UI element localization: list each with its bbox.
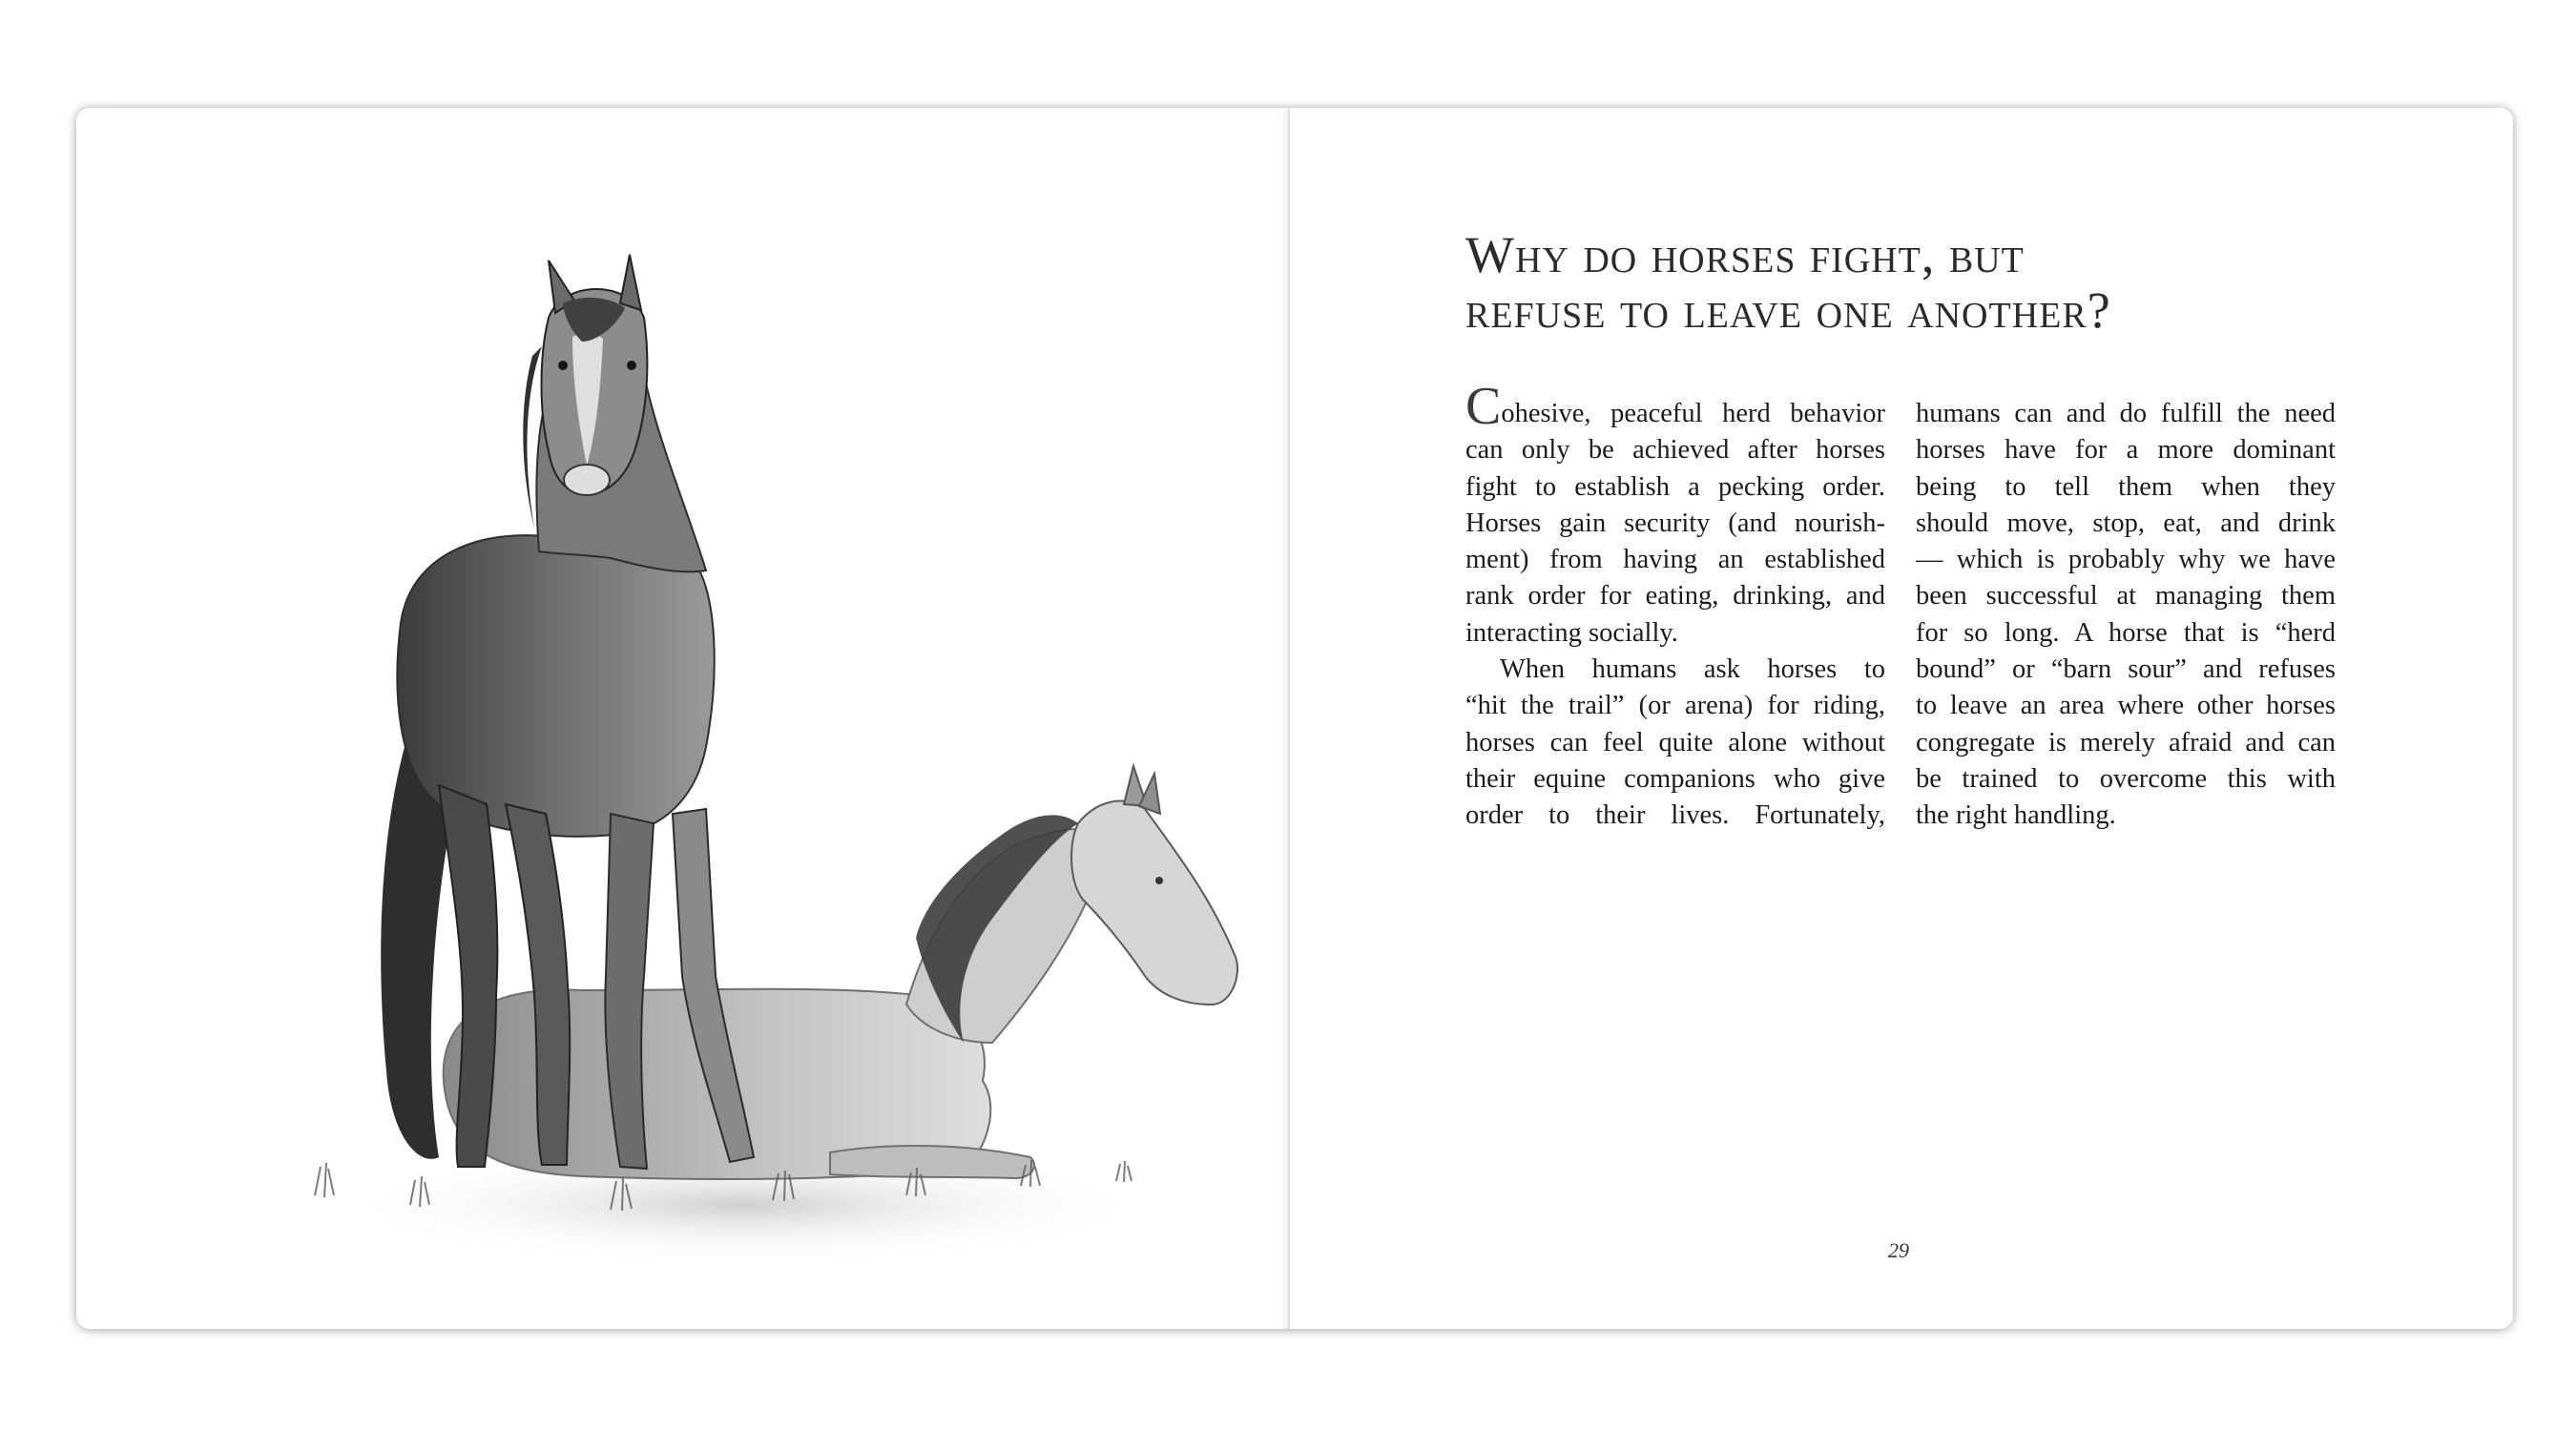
body-line: horses can feel quite alone without (1465, 727, 1885, 757)
body-line: should move, stop, eat, and drink (1916, 508, 2336, 538)
body-line: When humans ask horses to (1500, 654, 1885, 685)
horses-illustration (296, 251, 1240, 1319)
body-line: can only be achieved after horses (1465, 435, 1885, 466)
body-line: being to tell them when they (1916, 471, 2336, 502)
body-line: ment) from having an established (1465, 545, 1885, 575)
body-line: horses have for a more dominant (1916, 435, 2336, 466)
body-line: rank order for eating, drinking, and (1465, 581, 1885, 612)
body-line: Horses gain security (and nourish- (1465, 508, 1885, 538)
body-line: been successful at managing them (1916, 581, 2336, 612)
body-line: for so long. A horse that is “herd (1916, 617, 2336, 648)
body-line: “hit the trail” (or arena) for riding, (1465, 691, 1885, 721)
body-line: the right handling. (1916, 800, 2116, 831)
chapter-title (1465, 227, 2381, 338)
left-page (76, 108, 1288, 1329)
body-line: Cohesive, peaceful herd behavior (1465, 377, 1885, 436)
title-line-2: refuse to leave one another? (1465, 281, 2111, 339)
body-column-left (1465, 377, 1885, 835)
body-line: interacting socially. (1465, 617, 1678, 648)
body-line: to leave an area where other horses (1916, 691, 2336, 721)
body-line: — which is probably why we have (1916, 545, 2336, 575)
body-line: order to their lives. Fortunately, (1465, 800, 1885, 831)
page-number: 29 (1888, 1238, 1909, 1262)
body-line: bound” or “barn sour” and refuses (1916, 654, 2336, 685)
body-line: fight to establish a pecking order. (1465, 471, 1885, 502)
body-column-right (1916, 396, 2336, 835)
body-line: their equine companions who give (1465, 763, 1885, 794)
drop-cap: C (1465, 377, 1502, 436)
body-line: congregate is merely afraid and can (1916, 727, 2336, 757)
body-line: humans can and do fulfill the need (1916, 399, 2336, 428)
title-line-1: Why do horses fight, but (1465, 226, 2025, 283)
body-line: be trained to overcome this with (1916, 763, 2336, 794)
